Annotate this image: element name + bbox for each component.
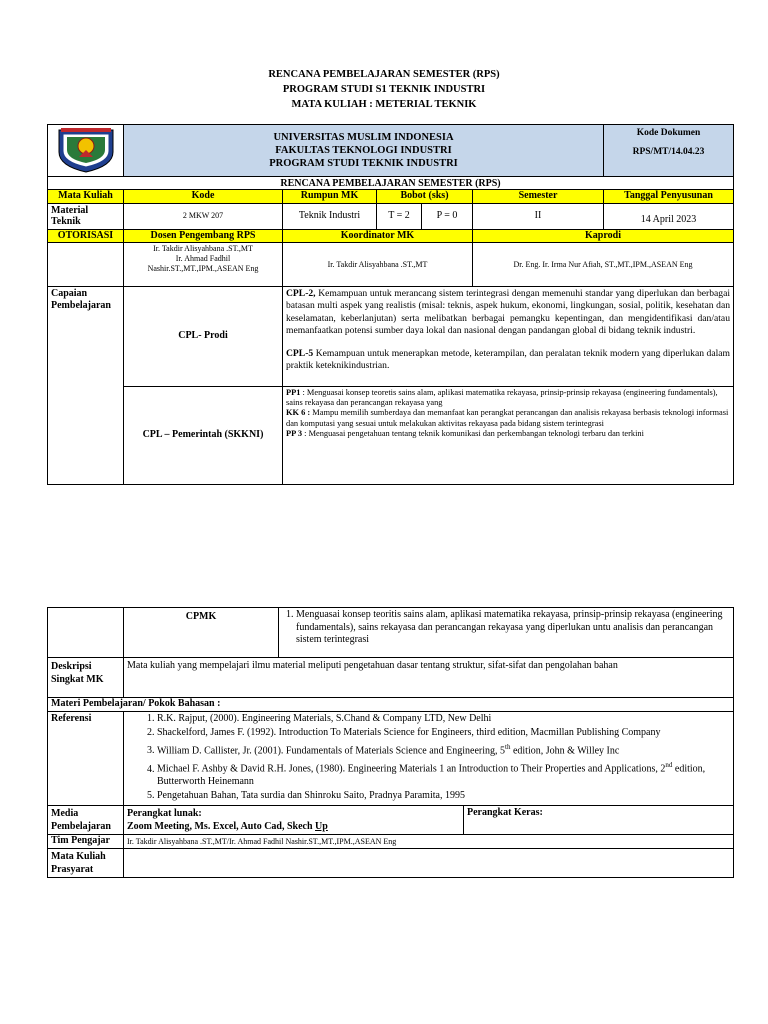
referensi-content	[124, 711, 734, 806]
header-tanggal: Tanggal Penyusunan	[604, 190, 734, 204]
pp1-text: : Menguasai konsep teoretis sains alam, aplikasi matematika rekayasa, prinsip-prinsip rekayasa (engineering fundamentals), sains rekayasa dan perancangan rekayasa yang	[286, 388, 718, 408]
header-kaprodi: Kaprodi	[473, 229, 734, 243]
kk6-code: KK 6 :	[286, 408, 311, 418]
prasyarat-value	[124, 849, 734, 878]
perangkat-lunak-value	[127, 820, 460, 833]
cpmk-label: CPMK	[124, 608, 279, 658]
institution-cell	[124, 125, 604, 177]
course-name: Material Teknik	[48, 203, 124, 229]
otorisasi-blank	[48, 243, 124, 287]
header-otorisasi: OTORISASI	[48, 229, 124, 243]
cpl-2-code: CPL-2,	[286, 288, 316, 299]
header-bobot: Bobot (sks)	[377, 190, 473, 204]
cpmk-blank	[48, 608, 124, 658]
perangkat-lunak-list: Zoom Meeting, Ms. Excel, Auto Cad, Skech	[127, 821, 316, 833]
institution-line3: PROGRAM STUDI TEKNIK INDUSTRI	[269, 158, 458, 169]
header-mata-kuliah: Mata Kuliah	[48, 190, 124, 204]
cpl-5-text: Kemampuan untuk menerapkan metode, keterampilan, dan peralatan teknik modern yang diperlukan dalam praktik keteknikindustrian.	[286, 348, 730, 372]
referensi-4-main: Michael F. Ashby & David R.H. Jones, (1980). Engineering Materials 1 an Introduction to Their Properties and Applications, 2	[157, 763, 666, 775]
logo-cell	[48, 125, 124, 177]
capaian-label: Capaian Pembelajaran	[48, 287, 124, 485]
prasyarat-label: Mata Kuliah Prasyarat	[48, 849, 124, 878]
kk6-text: Mampu memilih sumberdaya dan memanfaat kan perangkat perancangan dan analisis rekayasa berbasis teknologi informasi dan komputasi yang sesuai untuk melakukan aktivitas rekayasa pada bidang sistem terintegrasi	[286, 408, 729, 428]
cpl-prodi-label: CPL- Prodi	[124, 287, 283, 387]
referensi-item-4	[157, 759, 730, 788]
referensi-3-tail: edition, John & Willey Inc	[510, 745, 620, 757]
institution-line1: UNIVERSITAS MUSLIM INDONESIA	[273, 132, 454, 143]
course-kode: 2 MKW 207	[124, 203, 283, 229]
referensi-3-sup: th	[505, 742, 511, 751]
cpl-pemerintah-label: CPL – Pemerintah (SKKNI)	[124, 387, 283, 485]
referensi-item-1: 1. R.K. Rajput, (2000). Engineering Materials, S.Chand & Company LTD, New Delhi	[157, 713, 730, 725]
referensi-item-5: 5. Pengetahuan Bahan, Tata surdia dan Shinroku Saito, Pradnya Paramita, 1995	[157, 790, 730, 802]
referensi-4-tail: edition, Butterworth Heinemann	[157, 763, 706, 787]
header-semester: Semester	[473, 190, 604, 204]
rps-detail-table	[47, 607, 734, 878]
cpl-5-code: CPL-5	[286, 348, 314, 360]
course-semester: II	[473, 203, 604, 229]
pp3	[286, 429, 730, 439]
referensi-label: Referensi	[48, 711, 124, 806]
dosen-line2: Ir. Ahmad Fadhil	[175, 254, 231, 263]
header-rumpun: Rumpun MK	[283, 190, 377, 204]
institution-line2: FAKULTAS TEKNOLOGI INDUSTRI	[275, 145, 452, 156]
rps-title: RENCANA PEMBELAJARAN SEMESTER (RPS)	[48, 177, 734, 190]
kaprodi-name: Dr. Eng. Ir. Irma Nur Afiah, ST.,MT.,IPM.,ASEAN Eng	[473, 243, 734, 287]
cpl-2-text: Kemampuan untuk merancang sistem terintegrasi dengan memenuhi standar yang diperlukan dan berbagai batasan multi aspek yang realistis (misal: teknis, aspek hukum, ekonomi, lingkungan, sosial, politik, kesehatan dan keselamatan, keberlanjutan) serta melibatkan berbagai pemangku kepentingan, dan mengidentifikasi dan/atau memanfaatkan potensi sumber daya lokal dan nasional dengan pandangan global di bidang teknik industri.	[286, 288, 730, 336]
rps-header-table	[47, 124, 734, 485]
referensi-item-2: 2. Shackelford, James F. (1992). Introduction To Materials Science for Engineers, third edition, Macmillan Publishing Company	[157, 727, 730, 739]
course-bobot-t: T = 2	[377, 203, 422, 229]
pp3-text: : Menguasai pengetahuan tentang teknik komunikasi dan perkembangan teknologi terbaru dan terkini	[302, 428, 644, 438]
university-crest-icon	[55, 126, 117, 174]
cpl-5	[286, 348, 730, 373]
koordinator-mk: Ir. Takdir Alisyahbana .ST.,MT	[283, 243, 473, 287]
referensi-4-sup: nd	[665, 761, 673, 770]
media-label: Media Pembelajaran	[48, 806, 124, 835]
perangkat-keras-label: Perangkat Keras:	[464, 806, 734, 835]
perangkat-lunak-label: Perangkat lunak:	[127, 808, 202, 820]
cpl-2	[286, 288, 730, 337]
pp1-code: PP1	[286, 388, 301, 397]
cpmk-list	[282, 609, 730, 647]
header-dosen: Dosen Pengembang RPS	[124, 229, 283, 243]
doc-title-line3: MATA KULIAH : METERIAL TEKNIK	[291, 99, 477, 110]
course-rumpun: Teknik Industri	[283, 203, 377, 229]
course-tanggal: 14 April 2023	[604, 203, 734, 229]
materi-label: Materi Pembelajaran/ Pokok Bahasan :	[48, 698, 734, 712]
referensi-list	[127, 713, 730, 803]
tim-label: Tim Pengajar	[48, 835, 124, 849]
dosen-pengembang	[124, 243, 283, 287]
course-bobot-p: P = 0	[422, 203, 473, 229]
kk6	[286, 408, 730, 428]
pp1	[286, 388, 730, 408]
dosen-line1: Ir. Takdir Alisyahbana .ST.,MT	[153, 244, 253, 253]
cpl-pemerintah-content	[283, 387, 734, 485]
header-koordinator: Koordinator MK	[283, 229, 473, 243]
kode-dokumen-label: Kode Dokumen	[636, 128, 701, 138]
cpmk-item-1: 1. Menguasai konsep teoritis sains alam, aplikasi matematika rekayasa, prinsip-prinsip rekayasa (engineering fundamentals), sains rekayasa dan perancangan rekayasa yang diperlukan untu analisis dan perancangan sistem terintegrasi	[296, 609, 730, 647]
cpl-prodi-content	[283, 287, 734, 387]
perangkat-lunak-up: Up	[315, 821, 328, 833]
kode-dokumen-cell	[604, 125, 734, 177]
deskripsi-label: Deskripsi Singkat MK	[48, 658, 124, 698]
referensi-3-main: William D. Callister, Jr. (2001). Fundamentals of Materials Science and Engineering, 5	[157, 745, 506, 757]
cpmk-content	[279, 608, 734, 658]
deskripsi-text: Mata kuliah yang mempelajari ilmu material meliputi pengetahuan dasar tentang struktur, sifat-sifat dan pengolahan bahan	[124, 658, 734, 698]
tim-value: Ir. Takdir Alisyahbana .ST.,MT/Ir. Ahmad Fadhil Nashir.ST.,MT.,IPM.,ASEAN Eng	[124, 835, 734, 849]
pp3-code: PP 3	[286, 428, 303, 438]
dosen-line3: Nashir.ST.,MT.,IPM.,ASEAN Eng	[147, 264, 259, 273]
document-title	[0, 67, 768, 112]
doc-title-line2: PROGRAM STUDI S1 TEKNIK INDUSTRI	[282, 84, 486, 95]
header-kode: Kode	[124, 190, 283, 204]
referensi-item-3	[157, 741, 730, 758]
kode-dokumen-value: RPS/MT/14.04.23	[632, 147, 705, 157]
doc-title-line1: RENCANA PEMBELAJARAN SEMESTER (RPS)	[268, 69, 500, 80]
perangkat-lunak	[124, 806, 464, 835]
